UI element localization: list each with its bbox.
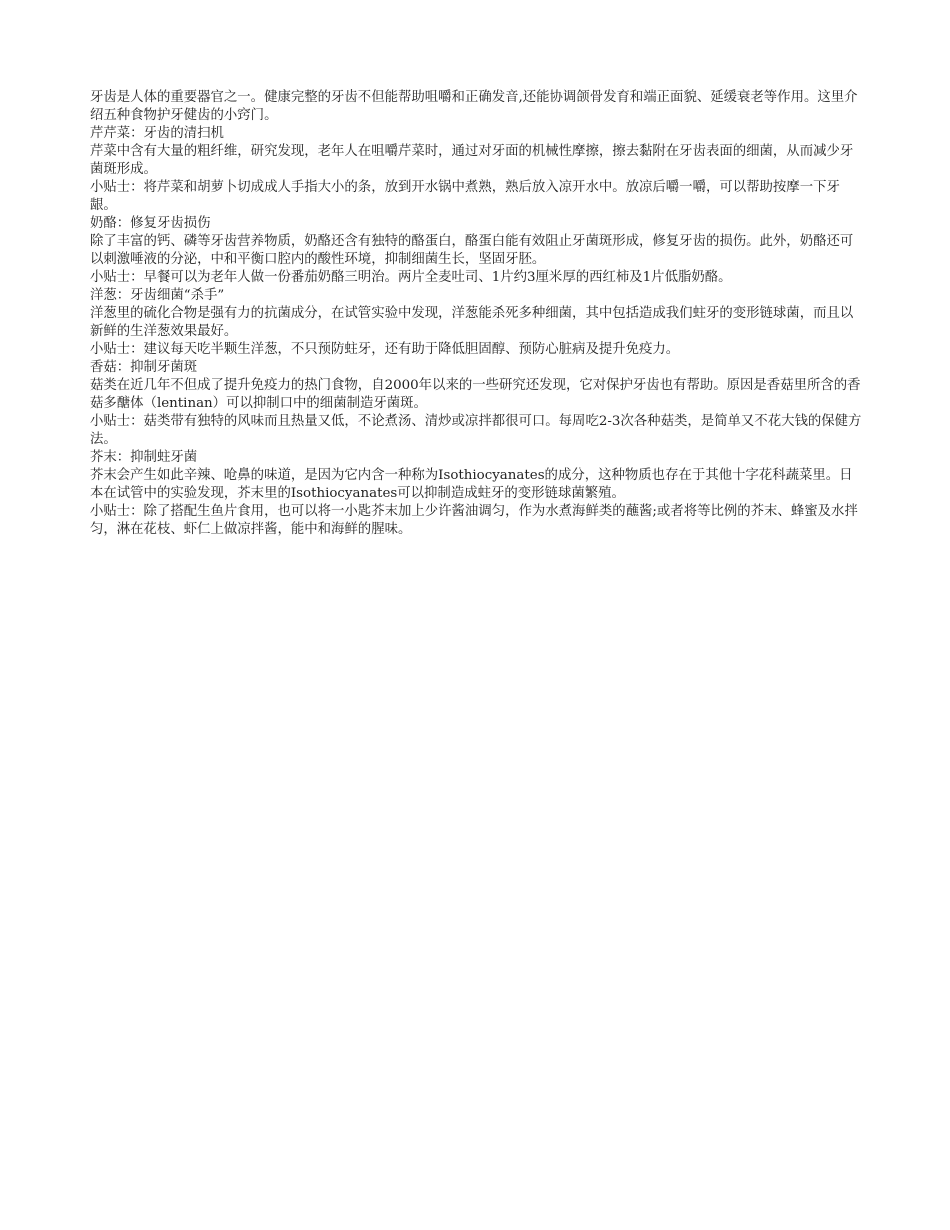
- section-tip-mustard: 小贴士：除了搭配生鱼片食用，也可以将一小匙芥末加上少许酱油调匀，作为水煮海鲜类的蘸酱;或者将等比例的芥末、蜂蜜及水拌匀，淋在花枝、虾仁上做凉拌酱，能中和海鲜的腥味。: [90, 504, 858, 537]
- article-page: [90, 89, 865, 539]
- section-body-cheese: 除了丰富的钙、磷等牙齿营养物质，奶酪还含有独特的酪蛋白，酪蛋白能有效阻止牙菌斑形成，修复牙齿的损伤。此外，奶酪还可以刺激唾液的分泌，中和平衡口腔内的酸性环境，抑制细菌生长，坚固牙胚。: [90, 234, 854, 267]
- section-heading-mushroom: 香菇：抑制牙菌斑: [90, 360, 198, 375]
- section-tip-mushroom: 小贴士：菇类带有独特的风味而且热量又低，不论煮汤、清炒或凉拌都很可口。每周吃2-3次各种菇类，是简单又不花大钱的保健方法。: [90, 414, 862, 447]
- section-body-mushroom: 菇类在近几年不但成了提升免疫力的热门食物，自2000年以来的一些研究还发现，它对保护牙齿也有帮助。原因是香菇里所含的香菇多醣体（lentinan）可以抑制口中的细菌制造牙菌斑。: [90, 378, 861, 411]
- section-heading-cheese: 奶酪：修复牙齿损伤: [90, 216, 211, 231]
- section-body-celery: 芹菜中含有大量的粗纤维，研究发现，老年人在咀嚼芹菜时，通过对牙面的机械性摩擦，擦去黏附在牙齿表面的细菌，从而减少牙菌斑形成。: [90, 144, 854, 177]
- section-tip-celery: 小贴士：将芹菜和胡萝卜切成成人手指大小的条，放到开水锅中煮熟，熟后放入凉开水中。放凉后嚼一嚼，可以帮助按摩一下牙龈。: [90, 180, 840, 213]
- section-tip-cheese: 小贴士：早餐可以为老年人做一份番茄奶酪三明治。两片全麦吐司、1片约3厘米厚的西红柿及1片低脂奶酪。: [90, 270, 732, 285]
- section-body-mustard: 芥末会产生如此辛辣、呛鼻的味道，是因为它内含一种称为Isothiocyanates的成分，这种物质也存在于其他十字花科蔬菜里。日本在试管中的实验发现，芥末里的Isothiocyanates可以抑制造成蛀牙的变形链球菌繁殖。: [90, 468, 853, 501]
- section-body-onion: 洋葱里的硫化合物是强有力的抗菌成分，在试管实验中发现，洋葱能杀死多种细菌，其中包括造成我们蛀牙的变形链球菌，而且以新鲜的生洋葱效果最好。: [90, 306, 854, 339]
- section-tip-onion: 小贴士：建议每天吃半颗生洋葱，不只预防蛀牙，还有助于降低胆固醇、预防心脏病及提升免疫力。: [90, 342, 680, 357]
- article-intro: 牙齿是人体的重要器官之一。健康完整的牙齿不但能帮助咀嚼和正确发音,还能协调颌骨发育和端正面貌、延缓衰老等作用。这里介绍五种食物护牙健齿的小窍门。: [90, 90, 858, 123]
- section-heading-mustard: 芥末：抑制蛀牙菌: [90, 450, 198, 465]
- section-heading-onion: 洋葱：牙齿细菌“杀手”: [90, 288, 225, 303]
- section-heading-celery: 芹芹菜：牙齿的清扫机: [90, 126, 224, 141]
